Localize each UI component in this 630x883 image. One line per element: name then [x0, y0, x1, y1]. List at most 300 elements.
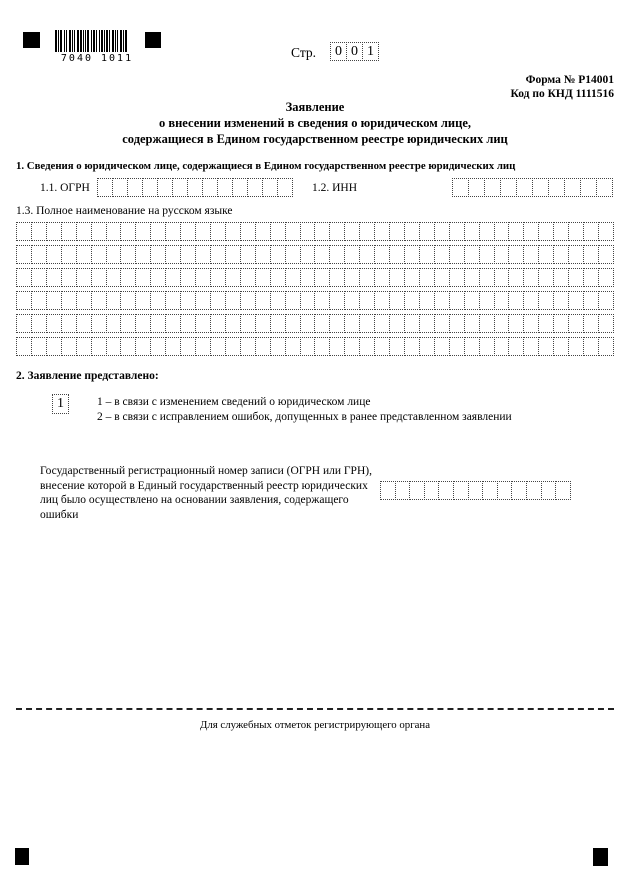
char-cell[interactable] — [434, 222, 450, 241]
char-cell[interactable] — [419, 222, 435, 241]
char-cell[interactable] — [31, 291, 47, 310]
char-cell[interactable] — [538, 245, 554, 264]
char-cell[interactable] — [553, 245, 569, 264]
char-cell[interactable] — [270, 245, 286, 264]
char-cell[interactable] — [150, 222, 166, 241]
char-cell[interactable] — [180, 268, 196, 287]
char-grid-row — [16, 314, 614, 333]
char-cell[interactable] — [598, 314, 614, 333]
char-cell[interactable] — [120, 222, 136, 241]
char-cell[interactable] — [314, 314, 330, 333]
char-cell[interactable] — [464, 268, 480, 287]
char-cell[interactable] — [106, 222, 122, 241]
char-cell[interactable] — [389, 337, 405, 356]
submission-reason-input[interactable]: 1 — [52, 394, 69, 414]
char-cell[interactable] — [374, 268, 390, 287]
char-cell[interactable] — [314, 268, 330, 287]
char-cell[interactable] — [508, 245, 524, 264]
char-cell[interactable] — [255, 268, 271, 287]
char-cell[interactable] — [180, 245, 196, 264]
char-cell[interactable] — [523, 268, 539, 287]
char-cell[interactable] — [135, 337, 151, 356]
char-cell[interactable] — [497, 481, 513, 500]
char-cell[interactable] — [61, 337, 77, 356]
char-cell[interactable] — [210, 268, 226, 287]
char-cell[interactable] — [553, 337, 569, 356]
char-cell[interactable] — [434, 245, 450, 264]
char-cell[interactable] — [91, 222, 107, 241]
char-cell[interactable] — [106, 268, 122, 287]
form-title — [0, 100, 630, 148]
char-cell[interactable] — [270, 291, 286, 310]
char-cell[interactable] — [598, 337, 614, 356]
char-cell[interactable] — [46, 222, 62, 241]
char-cell[interactable] — [449, 268, 465, 287]
char-cell[interactable] — [424, 481, 440, 500]
char-cell[interactable] — [195, 245, 211, 264]
char-cell[interactable] — [479, 337, 495, 356]
char-cell[interactable] — [120, 291, 136, 310]
char-cell[interactable] — [180, 337, 196, 356]
char-cell[interactable] — [225, 268, 241, 287]
char-cell[interactable] — [494, 314, 510, 333]
char-cell[interactable] — [583, 222, 599, 241]
char-cell[interactable] — [61, 268, 77, 287]
char-cell[interactable] — [112, 178, 128, 197]
char-cell[interactable] — [344, 291, 360, 310]
char-cell[interactable] — [135, 222, 151, 241]
char-cell[interactable] — [187, 178, 203, 197]
char-cell[interactable] — [255, 222, 271, 241]
char-cell[interactable] — [389, 291, 405, 310]
char-cell[interactable] — [344, 314, 360, 333]
char-cell[interactable] — [46, 268, 62, 287]
char-cell[interactable] — [76, 245, 92, 264]
char-cell[interactable] — [314, 291, 330, 310]
char-cell[interactable] — [538, 268, 554, 287]
char-cell[interactable] — [548, 178, 565, 197]
char-cell[interactable] — [314, 245, 330, 264]
char-cell[interactable] — [76, 222, 92, 241]
char-cell[interactable] — [389, 245, 405, 264]
char-cell[interactable] — [76, 337, 92, 356]
char-cell[interactable] — [210, 245, 226, 264]
char-cell[interactable] — [464, 314, 480, 333]
char-cell[interactable] — [106, 337, 122, 356]
ogrn-input-cells[interactable] — [97, 178, 293, 197]
char-cell[interactable] — [300, 291, 316, 310]
char-cell[interactable] — [583, 337, 599, 356]
char-cell[interactable] — [31, 245, 47, 264]
char-cell[interactable] — [300, 268, 316, 287]
char-cell[interactable] — [553, 314, 569, 333]
char-cell[interactable] — [598, 268, 614, 287]
char-cell[interactable] — [508, 337, 524, 356]
char-cell[interactable] — [240, 314, 256, 333]
char-cell[interactable] — [359, 337, 375, 356]
char-cell[interactable] — [165, 268, 181, 287]
char-cell[interactable] — [76, 314, 92, 333]
char-cell[interactable] — [46, 337, 62, 356]
char-cell[interactable] — [464, 222, 480, 241]
char-cell[interactable] — [374, 314, 390, 333]
char-cell[interactable] — [91, 314, 107, 333]
char-cell[interactable] — [217, 178, 233, 197]
char-cell[interactable] — [150, 245, 166, 264]
char-cell[interactable] — [553, 268, 569, 287]
char-cell[interactable] — [195, 314, 211, 333]
char-cell[interactable] — [61, 314, 77, 333]
char-cell[interactable] — [240, 245, 256, 264]
char-cell[interactable] — [500, 178, 517, 197]
form-number: Форма № Р14001 — [525, 74, 614, 86]
char-cell[interactable] — [225, 337, 241, 356]
char-cell[interactable] — [523, 245, 539, 264]
char-cell[interactable] — [494, 337, 510, 356]
char-cell[interactable] — [106, 291, 122, 310]
char-cell[interactable] — [359, 268, 375, 287]
char-cell[interactable] — [46, 291, 62, 310]
char-cell[interactable] — [97, 178, 113, 197]
char-cell[interactable] — [596, 178, 613, 197]
char-cell[interactable] — [165, 314, 181, 333]
inn-input-cells[interactable] — [452, 178, 613, 197]
char-cell[interactable] — [91, 291, 107, 310]
char-cell[interactable] — [120, 268, 136, 287]
char-cell[interactable] — [210, 222, 226, 241]
char-cell[interactable] — [202, 178, 218, 197]
char-cell[interactable] — [165, 222, 181, 241]
char-cell[interactable] — [484, 178, 501, 197]
char-cell[interactable] — [61, 291, 77, 310]
char-cell[interactable] — [150, 268, 166, 287]
char-cell[interactable] — [532, 178, 549, 197]
char-cell[interactable] — [553, 291, 569, 310]
char-cell[interactable] — [494, 245, 510, 264]
char-cell[interactable] — [262, 178, 278, 197]
char-cell[interactable] — [329, 337, 345, 356]
char-cell[interactable] — [240, 268, 256, 287]
char-cell[interactable] — [210, 291, 226, 310]
char-cell[interactable] — [494, 222, 510, 241]
char-cell[interactable] — [438, 481, 454, 500]
char-cell[interactable] — [285, 291, 301, 310]
char-cell[interactable] — [195, 268, 211, 287]
char-cell[interactable] — [434, 337, 450, 356]
char-cell[interactable] — [344, 268, 360, 287]
char-cell[interactable] — [31, 268, 47, 287]
char-cell[interactable] — [389, 314, 405, 333]
char-cell[interactable] — [389, 222, 405, 241]
char-cell[interactable] — [120, 337, 136, 356]
char-cell[interactable] — [285, 337, 301, 356]
char-cell[interactable] — [508, 222, 524, 241]
char-cell[interactable] — [127, 178, 143, 197]
char-cell[interactable] — [516, 178, 533, 197]
char-cell[interactable] — [61, 245, 77, 264]
char-cell[interactable] — [380, 481, 396, 500]
char-cell[interactable] — [452, 178, 469, 197]
char-cell[interactable] — [165, 291, 181, 310]
char-cell[interactable] — [329, 245, 345, 264]
submission-reason-options — [97, 395, 512, 425]
char-cell[interactable] — [598, 245, 614, 264]
grn-input-cells[interactable] — [380, 481, 571, 500]
char-cell[interactable]: 0 — [346, 42, 363, 61]
char-cell[interactable] — [329, 268, 345, 287]
char-cell[interactable] — [329, 222, 345, 241]
char-cell[interactable] — [404, 245, 420, 264]
char-cell[interactable]: 1 — [362, 42, 379, 61]
char-cell[interactable] — [538, 314, 554, 333]
char-cell[interactable] — [135, 245, 151, 264]
char-cell[interactable] — [180, 291, 196, 310]
char-cell[interactable] — [419, 291, 435, 310]
char-cell[interactable] — [300, 222, 316, 241]
char-cell[interactable] — [285, 222, 301, 241]
char-cell[interactable] — [464, 291, 480, 310]
char-cell[interactable] — [106, 314, 122, 333]
char-cell[interactable] — [523, 337, 539, 356]
char-cell[interactable] — [568, 337, 584, 356]
char-cell[interactable] — [240, 222, 256, 241]
char-cell[interactable] — [120, 314, 136, 333]
char-cell[interactable] — [344, 245, 360, 264]
char-cell[interactable] — [598, 222, 614, 241]
char-cell[interactable] — [494, 268, 510, 287]
char-cell[interactable] — [374, 222, 390, 241]
registration-mark-top-right — [145, 32, 161, 48]
char-cell[interactable] — [479, 314, 495, 333]
char-cell[interactable] — [120, 245, 136, 264]
char-cell[interactable] — [482, 481, 498, 500]
char-cell[interactable] — [210, 337, 226, 356]
char-cell[interactable] — [16, 245, 32, 264]
char-cell[interactable] — [523, 222, 539, 241]
char-cell[interactable] — [359, 314, 375, 333]
char-cell[interactable] — [165, 337, 181, 356]
char-cell[interactable] — [106, 245, 122, 264]
char-cell[interactable] — [583, 314, 599, 333]
char-cell[interactable] — [270, 222, 286, 241]
char-cell[interactable] — [523, 314, 539, 333]
char-cell[interactable] — [270, 337, 286, 356]
char-cell[interactable] — [142, 178, 158, 197]
char-cell[interactable] — [468, 178, 485, 197]
char-cell[interactable] — [255, 245, 271, 264]
char-cell[interactable] — [479, 268, 495, 287]
char-cell[interactable] — [91, 245, 107, 264]
char-cell[interactable] — [172, 178, 188, 197]
page-number-cells[interactable] — [330, 42, 379, 61]
char-cell[interactable] — [568, 222, 584, 241]
char-cell[interactable] — [434, 314, 450, 333]
char-cell[interactable] — [449, 245, 465, 264]
char-cell[interactable] — [419, 245, 435, 264]
char-cell[interactable] — [247, 178, 263, 197]
char-cell[interactable] — [31, 337, 47, 356]
char-cell[interactable] — [449, 314, 465, 333]
char-cell[interactable] — [526, 481, 542, 500]
char-cell[interactable] — [434, 291, 450, 310]
char-cell[interactable] — [150, 291, 166, 310]
char-cell[interactable] — [464, 337, 480, 356]
char-cell[interactable] — [453, 481, 469, 500]
char-cell[interactable] — [583, 291, 599, 310]
char-cell[interactable] — [404, 268, 420, 287]
char-cell[interactable] — [494, 291, 510, 310]
char-cell[interactable] — [135, 291, 151, 310]
char-cell[interactable] — [449, 337, 465, 356]
char-cell[interactable] — [329, 291, 345, 310]
char-cell[interactable] — [300, 245, 316, 264]
char-cell[interactable] — [508, 314, 524, 333]
char-cell[interactable] — [16, 222, 32, 241]
char-cell[interactable] — [61, 222, 77, 241]
char-grid-row — [16, 245, 614, 264]
registration-mark-bottom-right — [593, 848, 608, 866]
char-cell[interactable] — [285, 314, 301, 333]
char-cell[interactable] — [344, 222, 360, 241]
char-cell[interactable] — [374, 337, 390, 356]
char-cell[interactable] — [404, 337, 420, 356]
char-cell[interactable] — [555, 481, 571, 500]
char-cell[interactable] — [210, 314, 226, 333]
full-name-input-grid[interactable] — [16, 222, 614, 360]
char-cell[interactable] — [419, 337, 435, 356]
page-number-label: Стр. — [291, 44, 317, 60]
char-cell[interactable] — [157, 178, 173, 197]
char-cell[interactable] — [568, 314, 584, 333]
char-cell[interactable] — [195, 222, 211, 241]
ogrn-label: 1.1. ОГРН — [40, 182, 90, 194]
char-cell[interactable] — [180, 222, 196, 241]
char-cell[interactable] — [314, 222, 330, 241]
char-cell[interactable] — [538, 291, 554, 310]
char-cell[interactable] — [508, 291, 524, 310]
char-cell[interactable] — [277, 178, 293, 197]
char-cell[interactable] — [16, 268, 32, 287]
char-cell[interactable] — [31, 222, 47, 241]
char-cell[interactable] — [344, 337, 360, 356]
char-cell[interactable] — [449, 222, 465, 241]
service-notes-divider — [16, 708, 614, 710]
char-cell[interactable] — [583, 268, 599, 287]
char-cell[interactable] — [232, 178, 248, 197]
char-cell[interactable] — [404, 314, 420, 333]
char-cell[interactable] — [419, 314, 435, 333]
char-cell[interactable] — [16, 314, 32, 333]
char-cell[interactable] — [16, 337, 32, 356]
char-cell[interactable] — [404, 222, 420, 241]
char-cell[interactable] — [150, 337, 166, 356]
char-cell[interactable] — [374, 245, 390, 264]
char-cell[interactable] — [523, 291, 539, 310]
char-cell[interactable] — [479, 291, 495, 310]
char-cell[interactable]: 0 — [330, 42, 347, 61]
char-cell[interactable] — [479, 245, 495, 264]
char-cell[interactable] — [395, 481, 411, 500]
char-cell[interactable] — [568, 245, 584, 264]
char-cell[interactable] — [468, 481, 484, 500]
char-cell[interactable] — [76, 291, 92, 310]
char-cell[interactable] — [359, 245, 375, 264]
char-cell[interactable] — [580, 178, 597, 197]
char-cell[interactable] — [270, 314, 286, 333]
char-cell[interactable] — [255, 314, 271, 333]
char-cell[interactable] — [270, 268, 286, 287]
char-cell[interactable] — [225, 291, 241, 310]
char-cell[interactable] — [31, 314, 47, 333]
char-cell[interactable] — [359, 291, 375, 310]
char-cell[interactable] — [225, 222, 241, 241]
char-cell[interactable] — [91, 337, 107, 356]
char-cell[interactable] — [76, 268, 92, 287]
char-cell[interactable] — [374, 291, 390, 310]
char-cell[interactable] — [240, 337, 256, 356]
char-cell[interactable] — [409, 481, 425, 500]
char-cell[interactable] — [568, 291, 584, 310]
char-cell[interactable] — [16, 291, 32, 310]
char-cell[interactable] — [538, 222, 554, 241]
char-cell[interactable] — [598, 291, 614, 310]
char-cell[interactable] — [553, 222, 569, 241]
char-cell[interactable] — [135, 314, 151, 333]
char-cell[interactable] — [508, 268, 524, 287]
char-cell[interactable] — [165, 245, 181, 264]
char-cell[interactable] — [180, 314, 196, 333]
char-cell[interactable] — [46, 314, 62, 333]
page-number-block — [291, 42, 379, 61]
char-cell[interactable] — [225, 314, 241, 333]
char-cell[interactable] — [568, 268, 584, 287]
char-cell[interactable] — [479, 222, 495, 241]
char-cell[interactable] — [195, 291, 211, 310]
form-code-block — [510, 73, 614, 101]
char-cell[interactable] — [434, 268, 450, 287]
char-cell[interactable] — [564, 178, 581, 197]
char-cell[interactable] — [195, 337, 211, 356]
char-cell[interactable] — [359, 222, 375, 241]
char-cell[interactable] — [135, 268, 151, 287]
char-cell[interactable] — [389, 268, 405, 287]
char-cell[interactable] — [511, 481, 527, 500]
form-barcode — [55, 30, 139, 64]
char-cell[interactable] — [314, 337, 330, 356]
char-cell[interactable] — [449, 291, 465, 310]
char-cell[interactable] — [300, 337, 316, 356]
char-cell[interactable] — [225, 245, 241, 264]
char-cell[interactable] — [46, 245, 62, 264]
char-cell[interactable] — [285, 268, 301, 287]
char-cell[interactable] — [419, 268, 435, 287]
char-cell[interactable] — [300, 314, 316, 333]
char-cell[interactable] — [91, 268, 107, 287]
char-cell[interactable] — [150, 314, 166, 333]
char-cell[interactable] — [329, 314, 345, 333]
char-cell[interactable] — [583, 245, 599, 264]
char-cell[interactable] — [464, 245, 480, 264]
char-cell[interactable] — [541, 481, 557, 500]
char-cell[interactable] — [255, 337, 271, 356]
registration-mark-bottom-left — [15, 848, 29, 865]
char-cell[interactable] — [255, 291, 271, 310]
barcode-digits: 7040 1011 — [60, 53, 134, 64]
char-cell[interactable] — [240, 291, 256, 310]
char-cell[interactable] — [285, 245, 301, 264]
char-cell[interactable] — [538, 337, 554, 356]
char-cell[interactable] — [404, 291, 420, 310]
